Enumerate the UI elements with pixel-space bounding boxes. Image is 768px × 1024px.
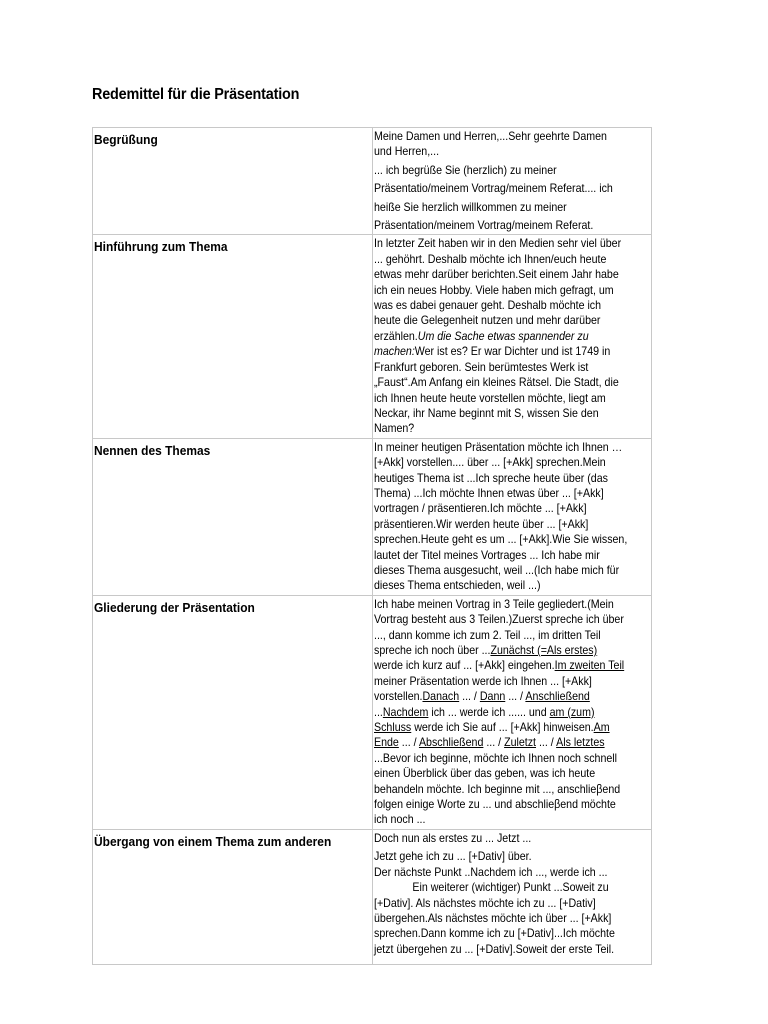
row-heading: Begrüßung [93, 128, 373, 235]
table-row [93, 438, 652, 595]
row-content: Meine Damen und Herren,...Sehr geehrte Damen und Herren,... ... ich begrüße Sie (herzlich) zu meiner Präsentatio/meinem Vortrag/meinem Referat.... ich heiße Sie herzlich willkommen zu meiner Präsentation/meinem Vortrag/meinem Referat. [373, 128, 652, 235]
row-heading: Gliederung der Präsentation [93, 595, 373, 829]
row-heading: Hinführung zum Thema [93, 235, 373, 438]
table-row [93, 829, 652, 964]
row-content: In meiner heutigen Präsentation möchte ich Ihnen … [+Akk] vorstellen.... über ... [+Akk] sprechen.Mein heutiges Thema ist ...Ich spreche heute über (das Thema) ...Ich möchte Ihnen etwas über ... [+Akk] vortragen / präsentieren.Ich möchte ... [+Akk] präsentieren.Wir werden heute über ... [+Akk] sprechen.Heute geht es um ... [+Akk].Wie Sie wissen, lautet der Titel meines Vortrages ... Ich habe mir dieses Thema ausgesucht, weil ...(Ich habe mich für dieses Thema entschieden, weil ...) [373, 438, 652, 595]
row-content: Doch nun als erstes zu ... Jetzt ... Jetzt gehe ich zu ... [+Dativ] über. Der nächste Punkt ..Nachdem ich ..., werde ich ... Ein weiterer (wichtiger) Punkt ...Soweit zu [+Dativ]. Als nächstes möchte ich zu ... [+Dativ] übergehen.Als nächstes möchte ich über ... [+Akk] sprechen.Dann komme ich zu [+Dativ]...Ich möchte jetzt übergehen zu ... [+Dativ].Soweit der erste Teil. [373, 829, 652, 964]
row-content: In letzter Zeit haben wir in den Medien sehr viel über ... gehöhrt. Deshalb möchte ich Ihnen/euch heute etwas mehr darüber berichten.Seit einem Jahr habe ich ein neues Hobby. Viele haben mich gefragt, um was es dabei genauer geht. Deshalb möchte ich heute die Gelegenheit nutzen und mehr darüber erzählen.Um die Sache etwas spannender zu machen:Wer ist es? Er war Dichter und ist 1749 in Frankfurt geboren. Sein berümtestes Werk ist „Faust“.Am Anfang ein kleines Rätsel. Die Stadt, die ich Ihnen heute heute vorstellen möchte, liegt am Neckar, ihr Name beginnt mit S, wissen Sie den Namen? [373, 235, 652, 438]
table-row [93, 595, 652, 829]
row-heading: Übergang von einem Thema zum anderen [93, 829, 373, 964]
page-title: Redemittel für die Präsentation [92, 86, 300, 103]
phrase-table [92, 127, 652, 965]
table-row [93, 128, 652, 235]
row-content: Ich habe meinen Vortrag in 3 Teile gegliedert.(Mein Vortrag besteht aus 3 Teilen.)Zuerst spreche ich über ..., dann komme ich zum 2. Teil ..., im dritten Teil spreche ich noch über ...Zunächst (=Als erstes) werde ich kurz auf ... [+Akk] eingehen.Im zweiten Teil meiner Präsentation werde ich Ihnen ... [+Akk] vorstellen.Danach ... / Dann ... / Anschließend ...Nachdem ich ... werde ich ...... und am (zum) Schluss werde ich Sie auf ... [+Akk] hinweisen.Am Ende ... / Abschließend ... / Zuletzt ... / Als letztes ...Bevor ich beginne, möchte ich Ihnen noch schnell einen Überblick über das geben, was ich heute behandeln möchte. Ich beginne mit ..., anschlieβend folgen einige Worte zu ... und abschlieβend möchte ich noch ... [373, 595, 652, 829]
table-row [93, 235, 652, 438]
row-heading: Nennen des Themas [93, 438, 373, 595]
